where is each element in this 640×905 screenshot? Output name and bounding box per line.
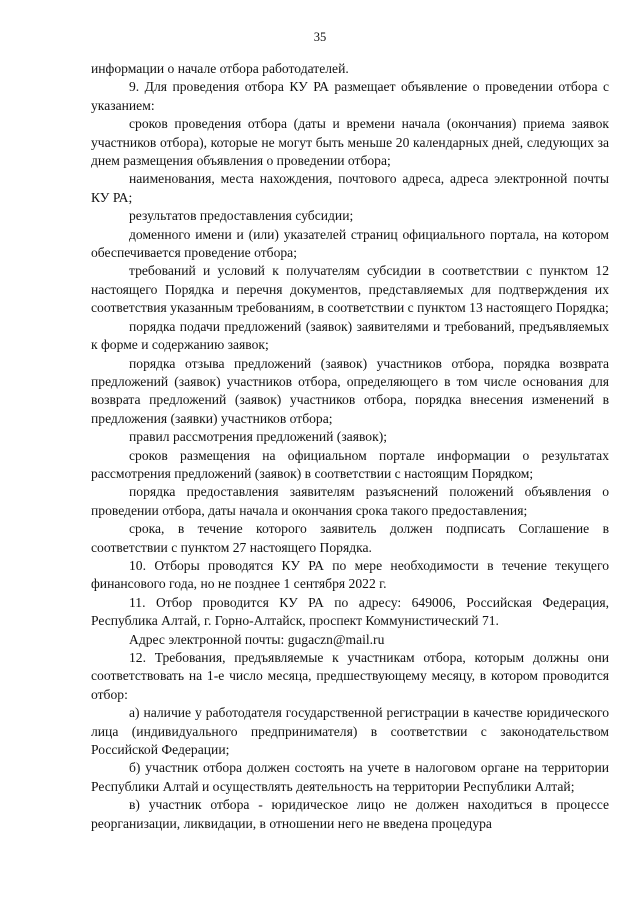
document-paragraph: порядка предоставления заявителям разъяснений положений объявления о проведении отбора, даты начала и окончания срока такого предоставления; bbox=[91, 484, 609, 518]
document-paragraph: сроков проведения отбора (даты и времени начала (окончания) приема заявок участников отбора), которые не могут быть меньше 20 календарных дней, следующих за днем размещения объявления о проведении отбора; bbox=[91, 116, 609, 169]
document-paragraph: порядка отзыва предложений (заявок) участников отбора, порядка возврата предложений (заявок) участников отбора, определяющего в том числе основания для возврата предложений (заявок) участников отбора, порядка внесения изменений в предложения (заявки) участников отбора; bbox=[91, 355, 609, 426]
document-paragraph: результатов предоставления субсидии; bbox=[129, 208, 354, 224]
page-number: 35 bbox=[313, 30, 327, 44]
document-paragraph: 10. Отборы проводятся КУ РА по мере необходимости в течение текущего финансового года, но не позднее 1 сентября 2022 г. bbox=[91, 557, 609, 592]
document-body bbox=[91, 60, 609, 833]
document-paragraph: информации о начале отбора работодателей. bbox=[91, 61, 349, 76]
document-paragraph: Адрес электронной почты: gugaczn@mail.ru bbox=[129, 631, 385, 647]
document-paragraph: в) участник отбора - юридическое лицо не должен находиться в процессе реорганизации, ликвидации, в отношении него не введена процедура bbox=[91, 797, 609, 831]
document-paragraph: 9. Для проведения отбора КУ РА размещает объявление о проведении отбора с указанием: bbox=[91, 79, 609, 113]
document-paragraph: порядка подачи предложений (заявок) заявителями и требований, предъявляемых к форме и содержанию заявок; bbox=[91, 318, 609, 353]
document-paragraph: доменного имени и (или) указателей страниц официального портала, на котором обеспечивается проведение отбора; bbox=[91, 226, 609, 261]
document-paragraph: срока, в течение которого заявитель должен подписать Соглашение в соответствии с пунктом 27 настоящего Порядка. bbox=[91, 521, 609, 555]
document-paragraph: требований и условий к получателям субсидии в соответствии с пунктом 12 настоящего Порядка и перечня документов, представляемых для подтверждения их соответствия указанным требованиям, в соответствии с пунктом 13 настоящего Порядка; bbox=[91, 263, 609, 316]
document-paragraph: наименования, места нахождения, почтового адреса, адреса электронной почты КУ РА; bbox=[91, 171, 609, 205]
document-paragraph: сроков размещения на официальном портале информации о результатах рассмотрения предложений (заявок) в соответствии с настоящим Порядком; bbox=[91, 447, 609, 481]
document-paragraph: 12. Требования, предъявляемые к участникам отбора, которым должны они соответствовать на 1-е число месяца, предшествующему месяцу, в котором проводится отбор: bbox=[91, 650, 609, 702]
document-paragraph: а) наличие у работодателя государственной регистрации в качестве юридического лица (индивидуального предпринимателя) в соответствии с законодательством Российской Федерации; bbox=[91, 705, 609, 758]
document-paragraph: правил рассмотрения предложений (заявок); bbox=[129, 429, 388, 445]
document-paragraph: б) участник отбора должен состоять на учете в налоговом органе на территории Республики Алтай и осуществлять деятельность на территории Республики Алтай; bbox=[91, 760, 609, 794]
document-paragraph: 11. Отбор проводится КУ РА по адресу: 649006, Российская Федерация, Республика Алтай, г. Горно-Алтайск, проспект Коммунистический 71. bbox=[91, 594, 609, 629]
